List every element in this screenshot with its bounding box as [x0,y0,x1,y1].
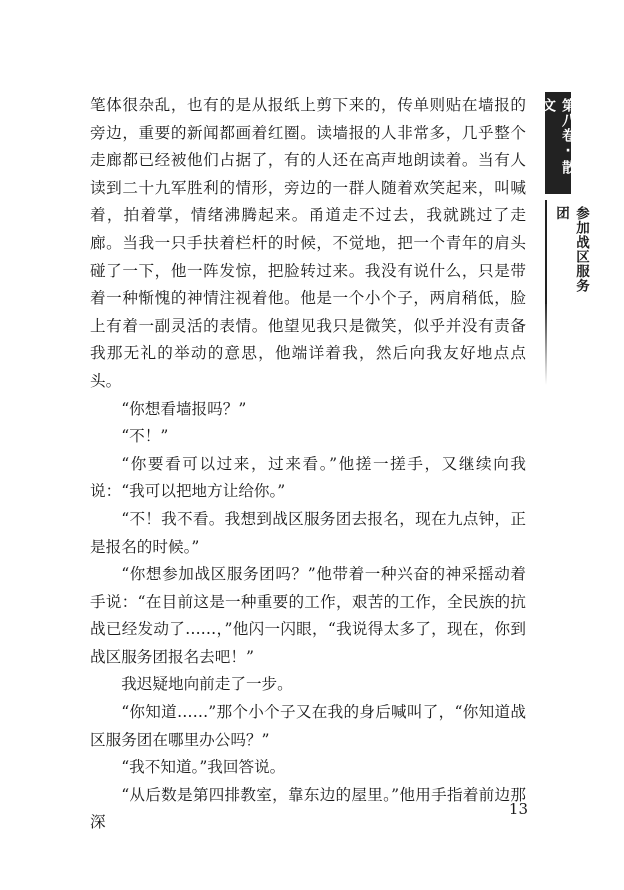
paragraph: “不！” [121,427,169,446]
side-tab [540,92,589,304]
paragraph: 笔体很杂乱，也有的是从报纸上剪下来的，传单则贴在墙报的旁边，重要的新闻都画着红圈。读墙报的人非常多，几乎整个走廊都已经被他们占据了，有的人还在高声地朗读着。当有人读到二十九军胜利的情形，旁边的一群人随着欢笑起来，叫喊着，拍着掌，情绪沸腾起来。甬道走不过去，我就跳过了走廊。当我一只手扶着栏杆的时候，不觉地，把一个青年的肩头碰了一下，他一阵发惊，把脸转过来。我没有说什么，只是带着一种惭愧的神情注视着他。他是一个小个子，两肩稍低，脸上有着一副灵活的表情。他望见我只是微笑，似乎并没有责备我那无礼的举动的意思，他端详着我，然后向我友好地点点头。 [90,96,526,390]
volume-label: 第八卷·散文 [545,92,571,194]
section-label: 参加战区服务团 [545,200,595,304]
paragraph: “你想看墙报吗？” [121,399,247,418]
paragraph: “不！我不看。我想到战区服务团去报名，现在九点钟，正是报名的时候。” [90,509,526,556]
page-number: 13 [508,800,528,818]
paragraph: “你知道……”那个小个子又在我的身后喊叫了，“你知道战区服务团在哪里办公吗？” [90,703,526,749]
body-text [90,92,526,837]
paragraph: “我不知道。”我回答说。 [121,758,286,777]
tab-divider [545,300,547,385]
paragraph: “你要看可以过来，过来看。”他搓一搓手，又继续向我说：“我可以把地方让给你。” [90,454,526,501]
paragraph: 我迟疑地向前走了一步。 [121,675,293,694]
paragraph: “从后数是第四排教室，靠东边的屋里。”他用手指着前边那深 [90,785,526,832]
paragraph: “你想参加战区服务团吗？”他带着一种兴奋的神采摇动着手说：“在目前这是一种重要的工作，艰苦的工作，全民族的抗战已经发动了……，”他闪一闪眼，“我说得太多了，现在，你到战区服务团报名去吧！” [90,565,526,666]
